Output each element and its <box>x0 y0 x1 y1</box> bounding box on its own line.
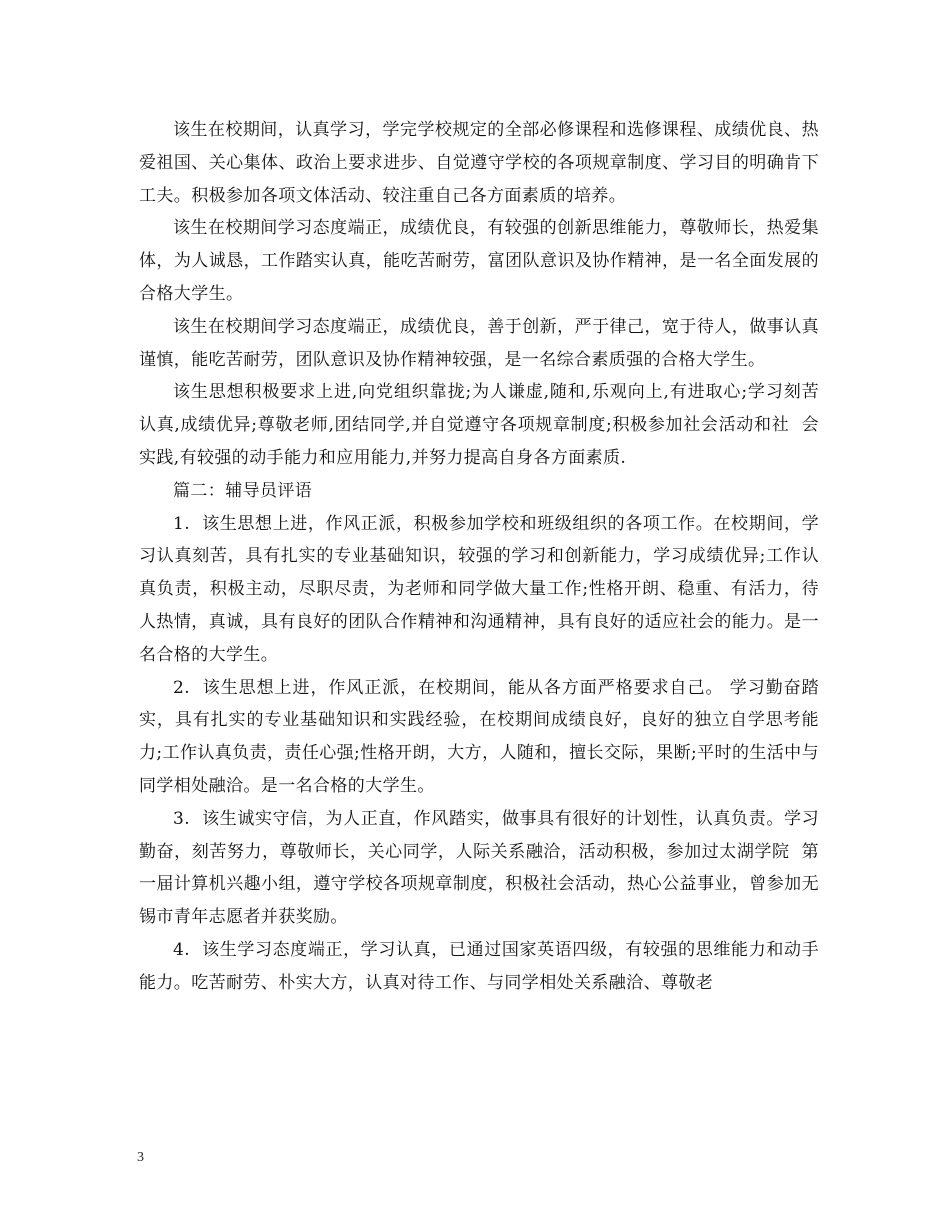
section-heading: 篇二：辅导员评语 <box>173 480 313 501</box>
document-body <box>139 114 831 1000</box>
paragraph: 该生在校期间学习态度端正，成绩优良，善于创新，严于律己，宽于待人，做事认真谨慎，能吃苦耐劳，团队意识及协作精神较强，是一名综合素质强的合格大学生。 <box>139 316 819 370</box>
paragraph: 该生思想积极要求上进,向党组织靠拢;为人谦虚,随和,乐观向上,有进取心;学习刻苦 认真,成绩优异;尊敬老师,团结同学,并自觉遵守各项规章制度;积极参加社会活动和社 会实践,有较强的动手能力和应用能力,并努力提高自身各方面素质. <box>139 382 831 468</box>
numbered-item: 3. 该生诚实守信，为人正直，作风踏实，做事具有很好的计划性，认真负责。学习勤奋，刻苦努力，尊敬师长，关心同学，人际关系融洽，活动积极，参加过太湖学院 第一届计算机兴趣小组，遵守学校各项规章制度，积极社会活动，热心公益事业，曾参加无锡市青年志愿者并获奖励。 <box>139 808 819 928</box>
page-number: 3 <box>137 1150 144 1165</box>
paragraph: 该生在校期间学习态度端正，成绩优良，有较强的创新思维能力，尊敬师长，热爱集体，为人诚恳，工作踏实认真，能吃苦耐劳，富团队意识及协作精神，是一名全面发展的合格大学生。 <box>139 218 819 304</box>
numbered-item: 2. 该生思想上进，作风正派，在校期间，能从各方面严格要求自己。 学习勤奋踏实，具有扎实的专业基础知识和实践经验，在校期间成绩良好，良好的独立自学思考能力;工作认真负责，责任心强;性格开朗，大方，人随和，擅长交际，果断;平时的生活中与同学相处融洽。是一名合格的大学生。 <box>139 677 819 796</box>
numbered-item: 4. 该生学习态度端正，学习认真，已通过国家英语四级，有较强的思维能力和动手能力。吃苦耐劳、朴实大方，认真对待工作、与同学相处关系融洽、尊敬老 <box>139 939 819 993</box>
numbered-item: 1. 该生思想上进，作风正派，积极参加学校和班级组织的各项工作。在校期间，学习认真刻苦，具有扎实的专业基础知识，较强的学习和创新能力，学习成绩优异;工作认真负责，积极主动，尽职尽责，为老师和同学做大量工作;性格开朗、稳重、有活力，待人热情，真诚，具有良好的团队合作精神和沟通精神，具有良好的适应社会的能力。是一名合格的大学生。 <box>139 513 819 665</box>
paragraph: 该生在校期间，认真学习，学完学校规定的全部必修课程和选修课程、成绩优良、热爱祖国、关心集体、政治上要求进步、自觉遵守学校的各项规章制度、学习目的明确肯下工夫。积极参加各项文体活动、较注重自己各方面素质的培养。 <box>139 120 819 206</box>
